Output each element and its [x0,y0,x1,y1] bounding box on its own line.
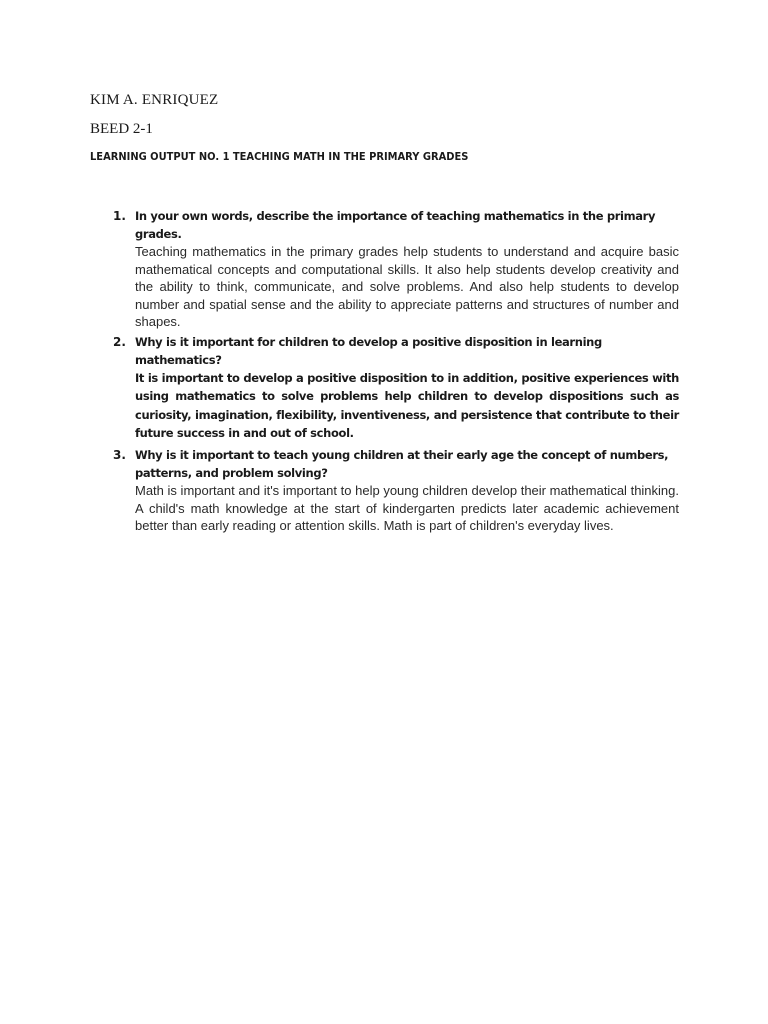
student-section: BEED 2-1 [90,121,153,137]
question-number: 1. [113,209,126,223]
question-text: Why is it important for children to develop a positive disposition in learning mathematics? [135,335,602,367]
question-number: 3. [113,448,126,462]
question-text: In your own words, describe the importance of teaching mathematics in the primary grades. [135,209,656,241]
answer-text: Math is important and it's important to help young children develop their mathematical thinking. A child's math knowledge at the start of kindergarten predicts later academic achievement better than early reading or attention skills. Math is part of children's everyday lives. [135,483,679,533]
student-name: KIM A. ENRIQUEZ [90,92,219,108]
question-item-1 [113,207,679,331]
question-number: 2. [113,335,126,349]
document-title: LEARNING OUTPUT NO. 1 TEACHING MATH IN THE PRIMARY GRADES [90,150,469,163]
question-text: Why is it important to teach young children at their early age the concept of numbers, patterns, and problem solving? [135,448,669,480]
answer-text: Teaching mathematics in the primary grades help students to understand and acquire basic mathematical concepts and computational skills. It also help students develop creativity and the ability to think, communicate, and solve problems. And also help students to develop number and spatial sense and the ability to appreciate patterns and structures of number and shapes. [135,244,679,329]
question-item-3 [113,446,679,535]
answer-text: It is important to develop a positive disposition to in addition, positive experiences with using mathematics to solve problems help children to develop dispositions such as curiosity, imagination, flexibility, inventiveness, and persistence that contribute to their future success in and out of school. [135,371,679,441]
question-item-2 [113,333,679,443]
